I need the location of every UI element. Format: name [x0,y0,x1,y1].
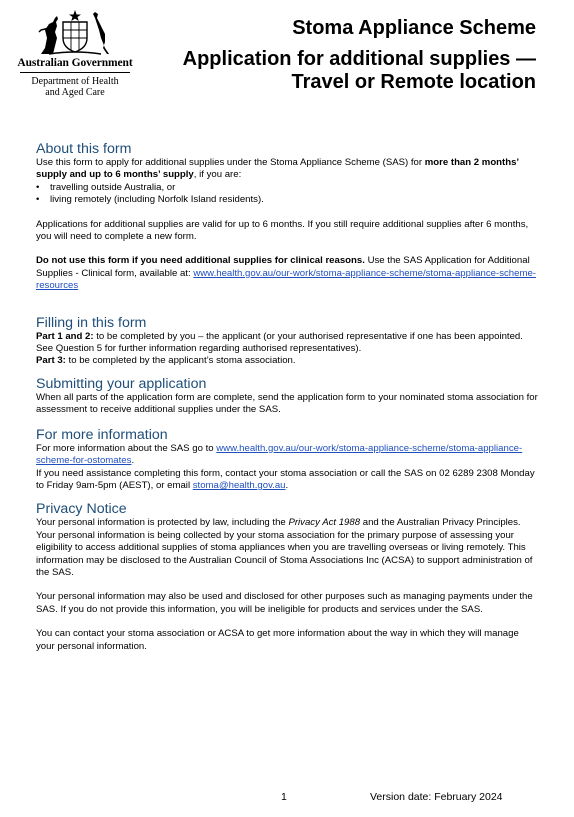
part12-text: to be completed by you – the applicant (or your authorised representative if one has been appointed. See Question 5 for further information regarding authorised representatives). [36,330,523,355]
part12-paragraph [36,331,540,356]
privacy-paragraph-2: Your personal information may also be used and disclosed for other purposes such as managing payments under the SAS. If you do not provide this information, you will be ineligible for products and services under the SAS. [36,591,533,615]
government-name: Australian Government [17,57,133,69]
bullet-icon: • [36,181,40,193]
form-title-line2: Travel or Remote location [291,71,536,93]
about-intro [36,157,540,182]
about-intro-bold: more than 2 months’ supply and up to 6 months’ supply [36,157,519,181]
part3-label: Part 3: [36,355,66,367]
document-header [183,16,536,94]
more-info-heading: For more information [36,426,168,443]
clinical-text: Use the SAS Application for Additional Supplies - Clinical form, available at: [36,255,530,279]
assistance-text: If you need assistance completing this form, contact your stoma association or call the SAS on 02 6289 2308 Monday to Friday 9am-5pm (AEST), or email [36,467,535,491]
email-link[interactable]: stoma@health.gov.au [192,479,286,491]
list-item [36,182,540,194]
department-name-line2: and Aged Care [45,87,105,98]
form-title-line1: Application for additional supplies — [182,48,536,70]
more-info-paragraph [36,443,540,468]
about-intro-text: Use this form to apply for additional supplies under the Stoma Appliance Scheme (SAS) for [36,157,425,168]
privacy-text-b: and the Australian Privacy Principles. Your personal information is being collected by your stoma association for the primary purpose of assessing your eligibility to access additional supplies of stoma appliances when you are travelling overseas or living remotely. This information may be disclosed to the Australian Council of Stoma Associations Inc (ACSA) to support administration of the SAS. [36,517,533,578]
scheme-name: Stoma Appliance Scheme [292,17,536,39]
document-body [36,141,540,653]
part3-paragraph [36,355,540,367]
version-date: Version date: February 2024 [370,791,503,803]
australian-government-logo [14,8,136,98]
page-number: 1 [281,791,287,803]
eligibility-list [36,182,540,207]
more-info-period: . [131,455,135,467]
more-info-text: For more information about the SAS go to [36,442,217,454]
assistance-paragraph [36,468,540,493]
list-item [36,194,540,206]
privacy-text-a: Your personal information is protected by law, including the [36,517,289,529]
privacy-paragraph-1 [36,517,540,579]
filling-heading: Filling in this form [36,314,147,331]
validity-paragraph: Applications for additional supplies are valid for up to 6 months. If you still require additional supplies after 6 months, you will need to complete a new form. [36,218,529,243]
part12-label: Part 1 and 2: [36,330,94,342]
assistance-period: . [285,479,289,491]
privacy-paragraph-3: You can contact your stoma association or ACSA to get more information about the way in which they will manage your personal information. [36,628,519,652]
about-heading: About this form [36,141,132,157]
list-item-text: living remotely (including Norfolk Island residents). [50,194,264,206]
part3-text: to be completed by the applicant’s stoma association. [65,355,296,367]
privacy-act-name: Privacy Act 1988 [288,517,361,529]
bullet-icon: • [36,194,40,206]
clinical-form-link[interactable]: www.health.gov.au/our-work/stoma-appliance-scheme/stoma-appliance-scheme-resources [36,267,536,292]
submitting-heading: Submitting your application [36,375,207,392]
form-title [183,48,536,94]
privacy-heading: Privacy Notice [36,501,127,518]
list-item-text: travelling outside Australia, or [50,181,176,193]
logo-divider [20,72,130,73]
ostomates-link[interactable]: www.health.gov.au/our-work/stoma-appliance-scheme/stoma-appliance-scheme-for-ostomates [36,442,523,467]
department-name-line1: Department of Health [31,76,119,87]
submitting-paragraph: When all parts of the application form are complete, send the application form to your nominated stoma association for assessment to receive additional supplies under the SAS. [36,391,538,416]
coat-of-arms-icon [35,8,115,56]
clinical-paragraph [36,255,540,292]
about-intro-text-end: , if you are: [193,169,242,181]
clinical-warning: Do not use this form if you need additional supplies for clinical reasons. [36,255,365,267]
